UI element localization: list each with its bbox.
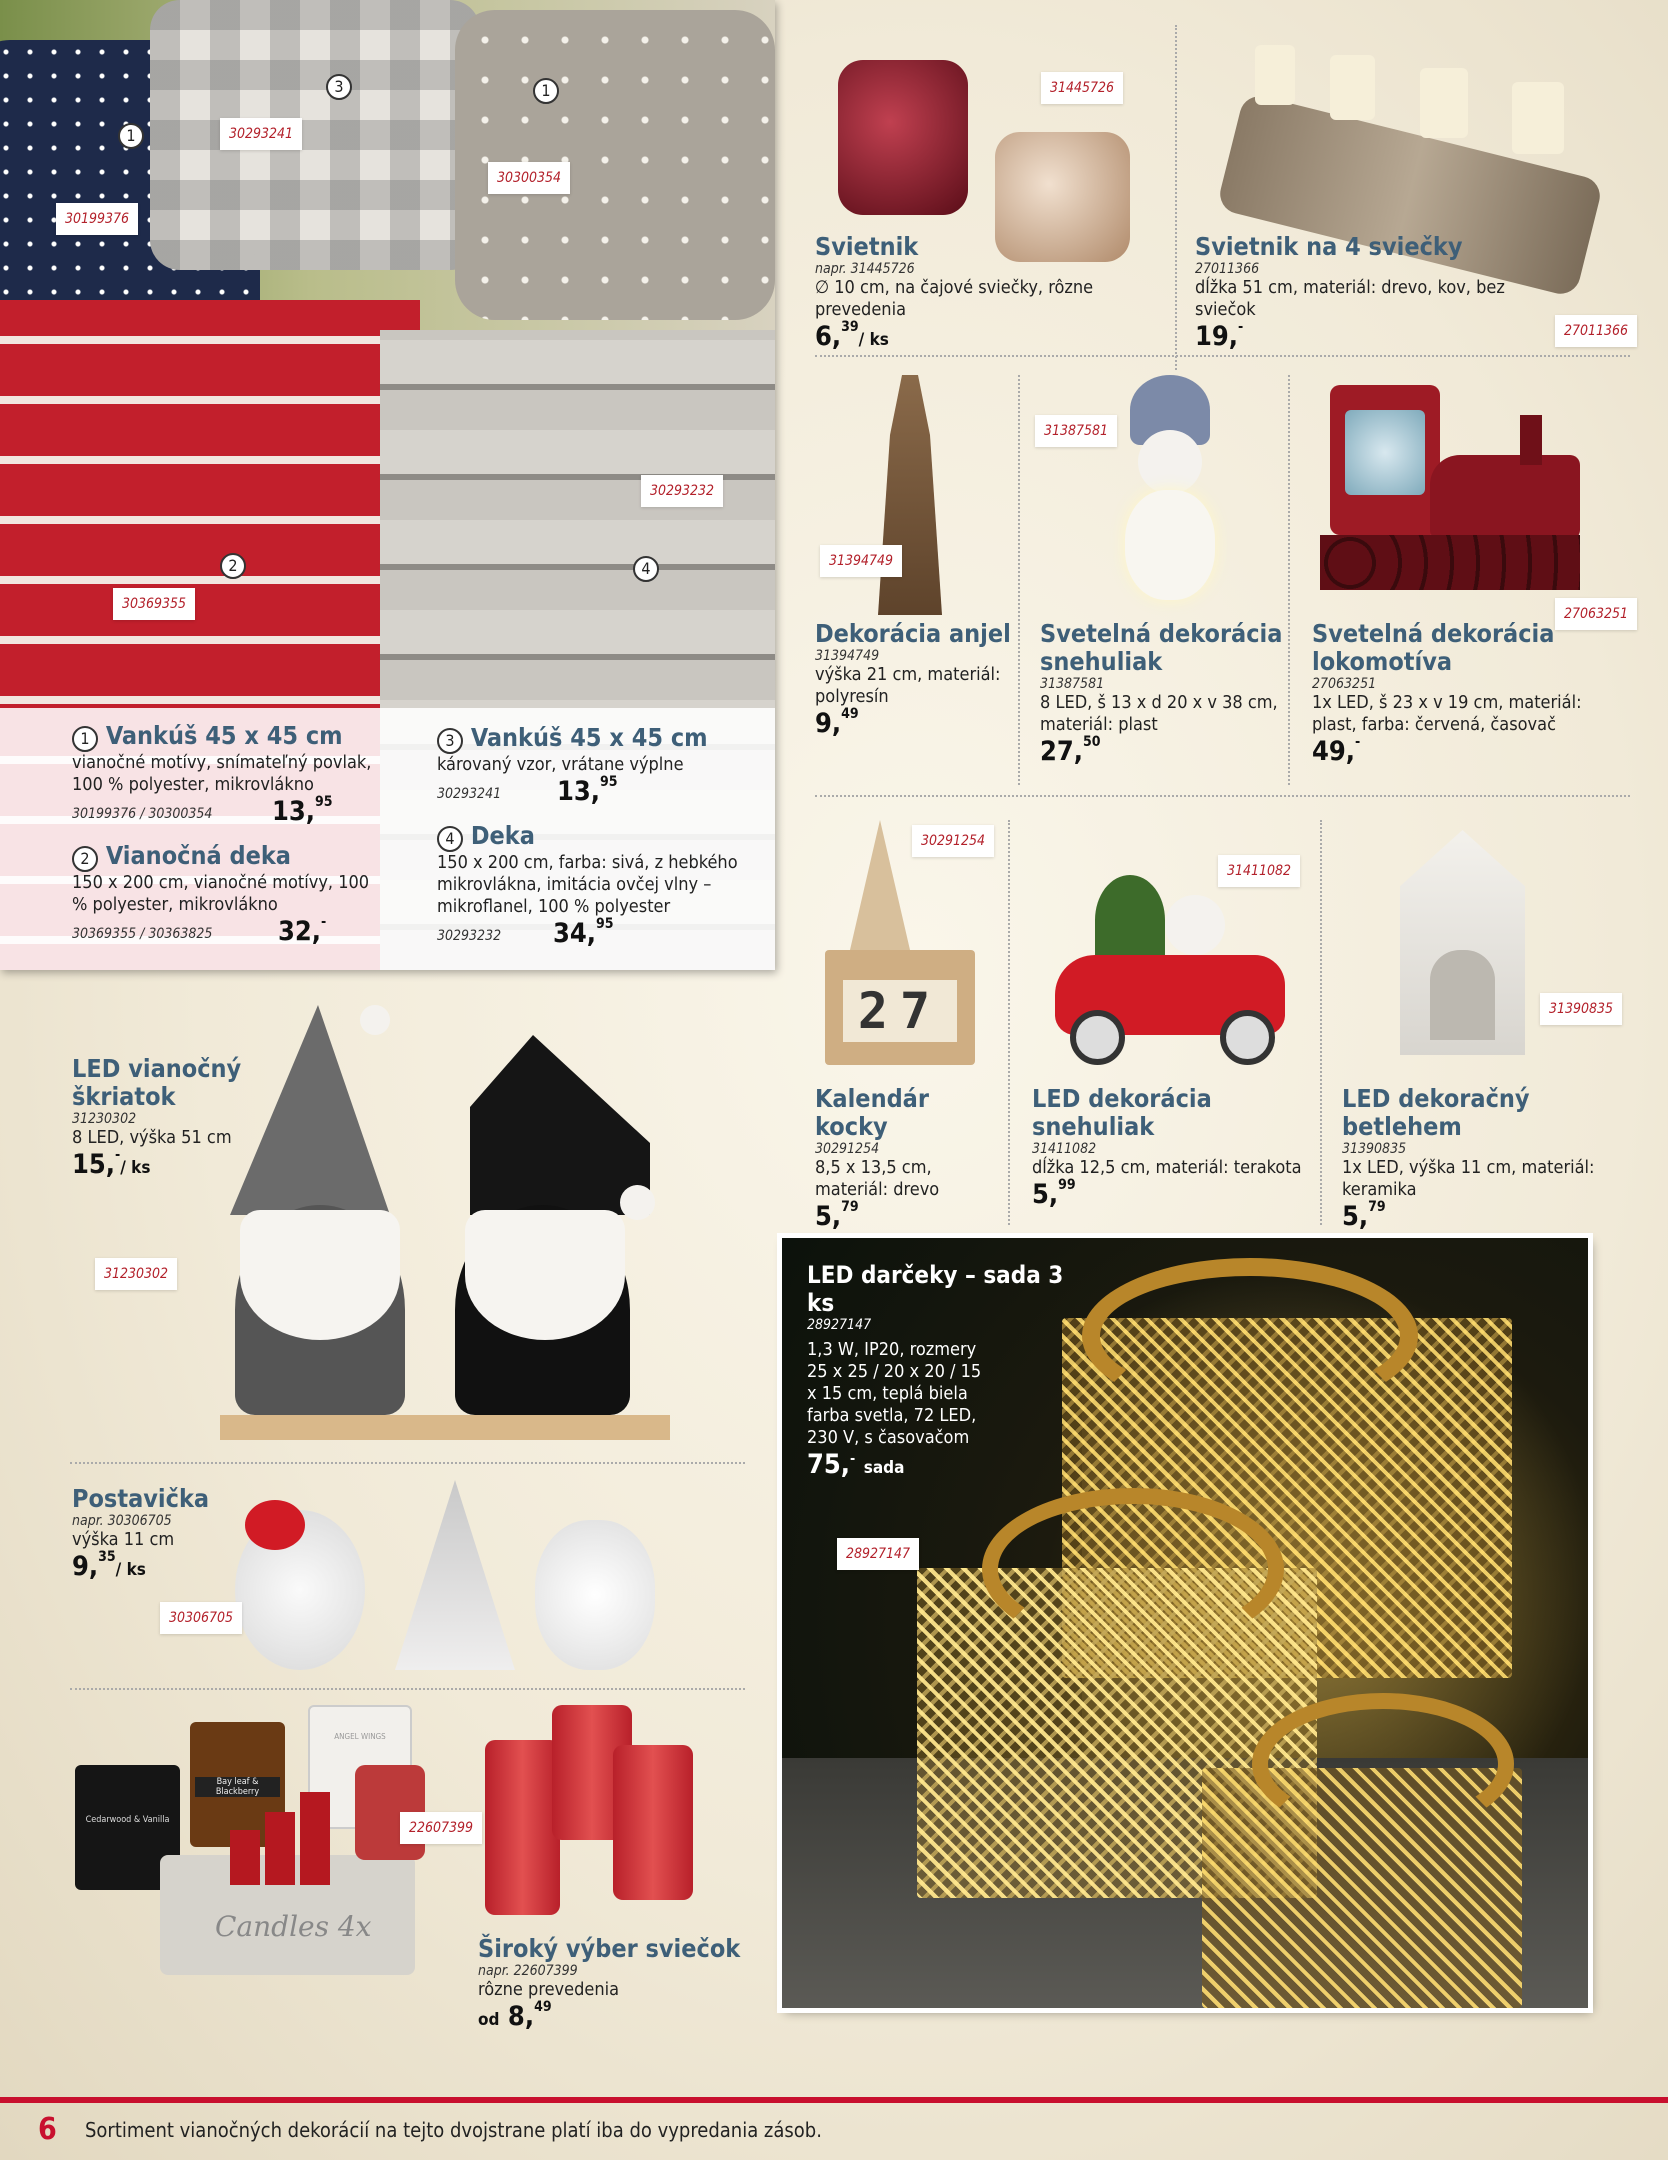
product-title: Kalendár kocky	[815, 1084, 929, 1141]
item-number-badge: 1	[118, 123, 144, 149]
product-price: 6,39/ ks	[815, 319, 889, 352]
divider	[70, 1688, 745, 1690]
product-description: ∅ 10 cm, na čajové sviečky, rôzne prevedenia	[815, 277, 1094, 320]
snowman-light-image	[1120, 375, 1220, 605]
product-title: Vankúš 45 x 45 cm	[470, 723, 708, 752]
product-angel	[815, 620, 1015, 739]
item-code-tag: 30293232	[641, 475, 723, 507]
gift-bow	[982, 1488, 1284, 1650]
led-gifts-photo	[782, 1238, 1588, 2008]
product-title: LED vianočný škriatok	[72, 1054, 242, 1111]
product-price: 34,95	[553, 916, 614, 949]
product-description: 8 LED, výška 51 cm	[72, 1127, 232, 1148]
product-nativity	[1342, 1085, 1622, 1232]
product-title: Svietnik	[815, 232, 919, 261]
page-number: 6	[38, 2112, 57, 2147]
item-number-badge: 1	[533, 78, 559, 104]
product-description: 150 x 200 cm, farba: sivá, z hebkého mikrovlákna, imitácia ovčej vlny – mikroflanel, 100 % polyester	[437, 852, 738, 917]
item-code-tag: 31230302	[95, 1258, 177, 1290]
product-title: LED dekorácia snehuliak	[1032, 1084, 1212, 1141]
gift-bow	[1252, 1693, 1514, 1835]
product-pillow-3	[437, 724, 757, 806]
product-title: Dekorácia anjel	[815, 619, 1011, 648]
product-figurine	[72, 1485, 252, 1582]
product-svietnik-4	[1195, 233, 1555, 352]
product-title: Postavička	[72, 1484, 210, 1513]
item-code-tag: 31411082	[1218, 855, 1300, 887]
product-title: Svietnik na 4 sviečky	[1195, 232, 1463, 261]
product-pillow-1	[72, 722, 372, 826]
product-price: 19,-	[1195, 319, 1244, 352]
product-description: výška 11 cm	[72, 1529, 175, 1550]
candle-image	[1330, 55, 1375, 120]
divider	[1288, 375, 1290, 785]
product-candles	[478, 1935, 758, 2032]
product-led-gifts	[807, 1261, 1097, 1480]
candle-image	[1512, 82, 1564, 154]
item-number-badge: 2	[220, 553, 246, 579]
product-description: 8,5 x 13,5 cm, materiál: drevo	[815, 1157, 940, 1200]
product-locomotive	[1312, 620, 1602, 767]
product-title: Široký výber sviečok	[478, 1934, 741, 1963]
product-description: rôzne prevedenia	[478, 1979, 620, 2000]
product-blanket-4	[437, 822, 757, 948]
product-snowman-light	[1040, 620, 1290, 767]
figurines-image	[235, 1480, 735, 1680]
product-code: 31387581	[1040, 676, 1105, 692]
red-candle-image	[300, 1792, 330, 1885]
product-price: 9,49	[815, 706, 859, 739]
product-gnome	[72, 1055, 332, 1180]
product-title: Vankúš 45 x 45 cm	[105, 721, 343, 750]
locomotive-image	[1320, 385, 1580, 610]
product-description: 150 x 200 cm, vianočné motívy, 100 % polyester, mikrovlákno	[72, 872, 370, 915]
product-code: 31411082	[1032, 1141, 1097, 1157]
product-price: 13,95	[557, 774, 618, 807]
black-gnome-hat	[470, 1035, 650, 1215]
blanket-photo-panel	[0, 0, 775, 970]
red-pillar-candle-image	[613, 1745, 693, 1900]
red-lantern-image	[838, 60, 968, 215]
red-pillar-candle-image	[485, 1740, 560, 1915]
candle-image	[1255, 45, 1295, 105]
candle-jar-label: Bay leaf & Blackberry	[195, 1777, 280, 1797]
item-code-tag: 30300354	[488, 162, 570, 194]
product-price: 49,-	[1312, 734, 1361, 767]
product-code: 31230302	[72, 1111, 137, 1127]
product-description: 1,3 W, IP20, rozmery 25 x 25 / 20 x 20 / 15 x 15 cm, teplá biela farba svetla, 72 LED, 230 V, s časovačom	[807, 1339, 982, 1448]
product-code: 27011366	[1195, 261, 1260, 277]
product-code: napr. 31445726	[815, 261, 915, 277]
item-number-badge: 4	[437, 826, 463, 852]
item-number-badge: 1	[72, 726, 98, 752]
product-description: dĺžka 12,5 cm, materiál: terakota	[1032, 1157, 1302, 1178]
divider	[1018, 375, 1020, 785]
product-code: 30293232	[437, 928, 502, 944]
item-number-badge: 2	[72, 846, 98, 872]
checkered-pillow	[150, 0, 480, 270]
product-price: 5,79	[815, 1199, 859, 1232]
product-code: napr. 22607399	[478, 1963, 578, 1979]
product-code: 27063251	[1312, 676, 1377, 692]
candles-box-label: Candles 4x	[215, 1910, 372, 1943]
product-title: LED dekoračný betlehem	[1342, 1084, 1530, 1141]
item-code-tag: 31387581	[1035, 415, 1117, 447]
item-code-tag: 27063251	[1555, 598, 1637, 630]
product-description: 1x LED, výška 11 cm, materiál: keramika	[1342, 1157, 1595, 1200]
product-title: Svetelná dekorácia snehuliak	[1040, 619, 1283, 676]
item-code-tag: 31394749	[820, 545, 902, 577]
nativity-house-image	[1400, 830, 1525, 1055]
divider	[1320, 820, 1322, 1225]
divider	[815, 795, 1630, 797]
product-code: 30291254	[815, 1141, 880, 1157]
product-title: LED darčeky – sada 3 ks	[807, 1261, 1064, 1317]
red-candle-image	[265, 1812, 295, 1885]
candle-jar-label: Cedarwood & Vanilla	[85, 1815, 170, 1825]
item-code-tag: 30199376	[56, 203, 138, 235]
product-price: od 8,49	[478, 1999, 552, 2032]
divider	[70, 1462, 745, 1464]
item-number-badge: 3	[326, 74, 352, 100]
product-code: napr. 30306705	[72, 1513, 172, 1529]
product-calendar	[815, 1085, 1005, 1232]
angel-figure-image	[870, 375, 950, 615]
product-code: 31394749	[815, 648, 880, 664]
product-code: 30369355 / 30363825	[72, 926, 213, 942]
candle-jar-label: ANGEL WINGS	[334, 1732, 386, 1741]
red-candle-image	[230, 1830, 260, 1885]
item-number-badge: 3	[437, 728, 463, 754]
product-price: 75,- sada	[807, 1449, 905, 1480]
candle-image	[1420, 68, 1468, 138]
product-description: dĺžka 51 cm, materiál: drevo, kov, bez sviečok	[1195, 277, 1505, 320]
footer-rule	[0, 2097, 1668, 2103]
product-price: 9,35/ ks	[72, 1549, 146, 1582]
product-title: Deka	[470, 821, 535, 850]
divider	[815, 355, 1630, 357]
item-code-tag: 30293241	[220, 118, 302, 150]
product-price: 5,99	[1032, 1177, 1076, 1210]
item-code-tag: 22607399	[400, 1812, 482, 1844]
wooden-tree-image	[850, 820, 910, 950]
product-description: výška 21 cm, materiál: polyresín	[815, 664, 1001, 707]
product-description: vianočné motívy, snímateľný povlak, 100 % polyester, mikrovlákno	[72, 752, 372, 795]
calendar-block-image	[825, 950, 975, 1065]
product-price: 5,79	[1342, 1199, 1386, 1232]
product-code: 30293241	[437, 786, 502, 802]
product-code: 31390835	[1342, 1141, 1407, 1157]
product-code: 28927147	[807, 1317, 872, 1333]
item-code-tag: 28927147	[837, 1538, 919, 1570]
product-price: 15,-/ ks	[72, 1147, 151, 1180]
footer-disclaimer: Sortiment vianočných dekorácií na tejto dvojstrane platí iba do vypredania zásob.	[85, 2118, 822, 2142]
item-code-tag: 31390835	[1540, 993, 1622, 1025]
divider	[1008, 820, 1010, 1225]
divider	[1175, 25, 1177, 370]
product-price: 27,50	[1040, 734, 1101, 767]
product-title: Svetelná dekorácia lokomotíva	[1312, 619, 1555, 676]
product-blanket-2	[72, 842, 372, 946]
calendar-digits: 27	[843, 980, 957, 1042]
product-price: 13,95	[272, 794, 333, 827]
product-description: 1x LED, š 23 x v 19 cm, materiál: plast, farba: červená, časovač	[1312, 692, 1582, 735]
product-price: 32,-	[278, 914, 327, 947]
snowman-motorbike-image	[1055, 875, 1285, 1070]
product-description: 8 LED, š 13 x d 20 x v 38 cm, materiál: plast	[1040, 692, 1278, 735]
product-title: Vianočná deka	[105, 841, 291, 870]
product-code: 30199376 / 30300354	[72, 806, 213, 822]
item-number-badge: 4	[633, 556, 659, 582]
gift-bow	[1082, 1258, 1418, 1414]
item-code-tag: 31445726	[1041, 72, 1123, 104]
item-code-tag: 27011366	[1555, 315, 1637, 347]
product-description: károvaný vzor, vrátane výplne	[437, 754, 684, 775]
product-svietnik	[815, 233, 1175, 352]
item-code-tag: 30369355	[113, 588, 195, 620]
item-code-tag: 30291254	[912, 825, 994, 857]
item-code-tag: 30306705	[160, 1602, 242, 1634]
product-snowman-led	[1032, 1085, 1312, 1210]
